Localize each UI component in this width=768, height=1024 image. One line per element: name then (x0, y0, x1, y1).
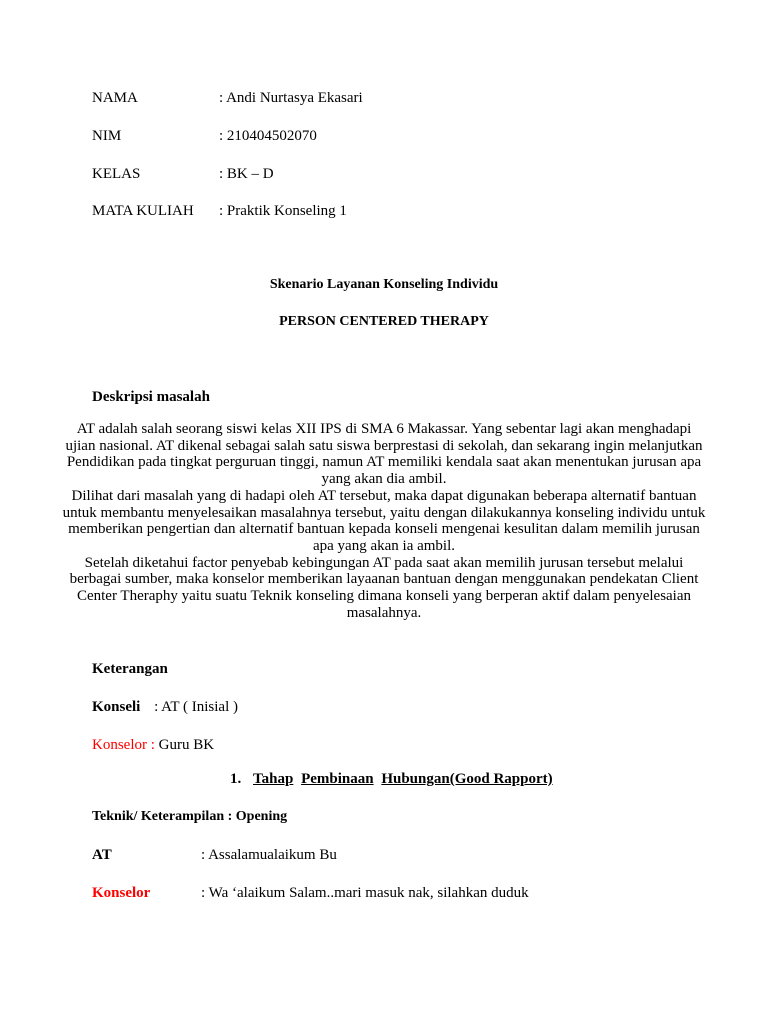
kelas-label: KELAS (92, 166, 141, 182)
konseli-row (92, 699, 238, 716)
stage-number: 1. (230, 771, 242, 787)
stage-word-pembinaan: Pembinaan (301, 771, 374, 787)
stage-word-tahap: Tahap (253, 771, 294, 787)
nim-label: NIM (92, 128, 122, 144)
description-heading: Deskripsi masalah (92, 389, 210, 405)
stage-heading (230, 771, 553, 788)
konselor-row (92, 737, 214, 754)
konselor-value: Guru BK (158, 737, 215, 753)
dialogue-speaker-konselor: Konselor (92, 885, 151, 901)
konseli-label: Konseli (92, 699, 141, 715)
description-body (60, 421, 708, 621)
nim-value: : 210404502070 (219, 128, 317, 144)
nama-label: NAMA (92, 90, 138, 106)
konselor-label: Konselor : (92, 737, 155, 753)
stage-word-hubungan: Hubungan(Good Rapport) (381, 771, 553, 787)
document-subtitle: PERSON CENTERED THERAPY (279, 314, 489, 329)
dialogue-text-at: : Assalamualaikum Bu (201, 847, 337, 863)
description-paragraph: Dilihat dari masalah yang di hadapi oleh AT tersebut, maka dapat digunakan beberapa alternatif bantuan untuk membantu menyelesaikan masalahnya tersebut, yaitu dengan dilakukannya konseling individu untuk memberikan pengertian dan alternatif bantuan kepada konseli mengenai kesulitan dalam memilih jurusan apa yang akan ia ambil. (62, 487, 706, 554)
dialogue-text-konselor: : Wa ‘alaikum Salam..mari masuk nak, silahkan duduk (201, 885, 529, 901)
mata-kuliah-label: MATA KULIAH (92, 203, 194, 219)
mata-kuliah-value: : Praktik Konseling 1 (219, 203, 347, 219)
document-title: Skenario Layanan Konseling Individu (269, 277, 499, 292)
konseli-value: : AT ( Inisial ) (154, 699, 238, 715)
description-paragraph: Setelah diketahui factor penyebab kebingungan AT pada saat akan memilih jurusan tersebut melalui berbagai sumber, maka konselor memberikan layaanan bantuan dengan menggunakan pendekatan Client Center Theraphy yaitu suatu Teknik konseling dimana konseli yang berperan aktif dalam penyelesaian masalahnya. (69, 554, 699, 621)
nama-value: : Andi Nurtasya Ekasari (219, 90, 363, 106)
technique-heading: Teknik/ Keterampilan : Opening (92, 809, 288, 824)
keterangan-heading: Keterangan (92, 661, 168, 677)
dialogue-speaker-at: AT (92, 847, 112, 863)
kelas-value: : BK – D (219, 166, 274, 182)
description-paragraph: AT adalah salah seorang siswi kelas XII IPS di SMA 6 Makassar. Yang sebentar lagi akan menghadapi ujian nasional. AT dikenal sebagai salah satu siswa berprestasi di sekolah, dan sekarang ingin melanjutkan Pendidikan pada tingkat perguruan tinggi, namun AT memiliki kendala saat akan menentukan jurusan apa yang akan dia ambil. (65, 421, 703, 488)
